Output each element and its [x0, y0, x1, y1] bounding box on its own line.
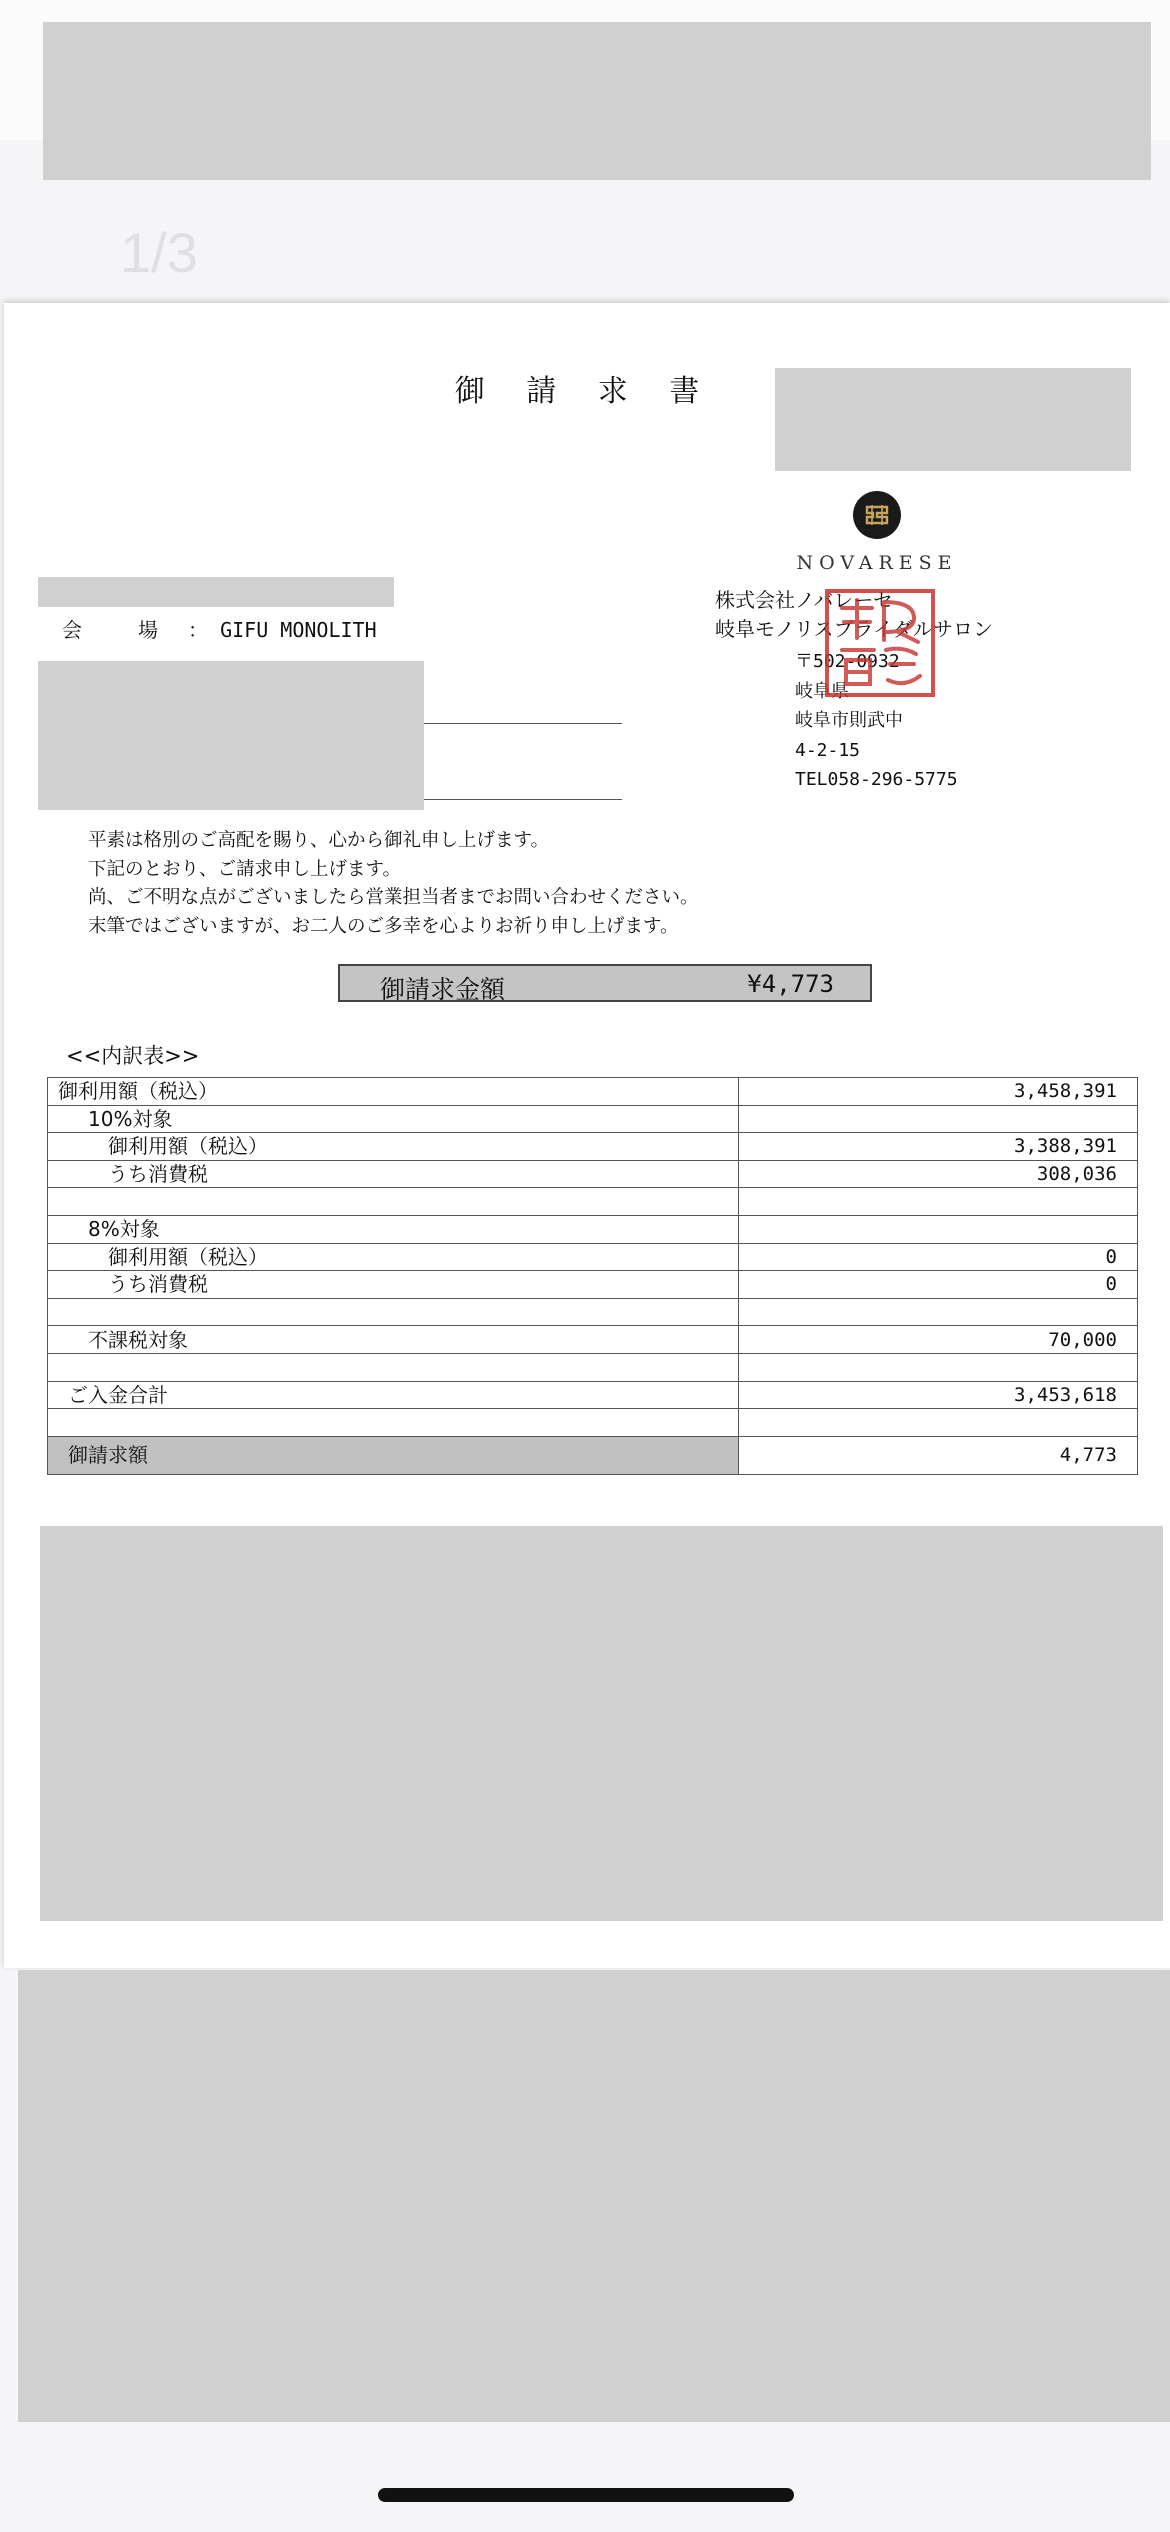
breakdown-value: [739, 1298, 1138, 1326]
name-underline-1: [424, 723, 622, 724]
billing-total-label: 御請求金額: [380, 975, 506, 1004]
greeting-line-2: 下記のとおり、ご請求申し上げます。: [88, 858, 402, 880]
greeting-line-3: 尚、ご不明な点がございましたら営業担当者までお問い合わせください。: [88, 887, 699, 908]
breakdown-value: [739, 1215, 1138, 1243]
breakdown-value: 3,458,391: [739, 1078, 1138, 1106]
breakdown-label: 御利用額（税込）: [48, 1243, 739, 1271]
greeting-line-4: 末筆ではございますが、お二人のご多幸を心よりお祈り申し上げます。: [88, 915, 679, 937]
venue-name: GIFU MONOLITH: [220, 618, 377, 642]
breakdown-label: 御利用額（税込）: [48, 1078, 739, 1106]
breakdown-label: 不課税対象: [48, 1326, 739, 1354]
sender-street: 4-2-15: [795, 739, 861, 761]
breakdown-value: 308,036: [739, 1160, 1138, 1188]
breakdown-label: [48, 1409, 739, 1437]
breakdown-row: [48, 1160, 1138, 1188]
redacted-customer-id: [38, 577, 394, 607]
home-indicator[interactable]: [378, 2488, 794, 2502]
breakdown-value: [739, 1105, 1138, 1133]
breakdown-label: うち消費税: [48, 1271, 739, 1299]
sender-tel: TEL058-296-5775: [795, 769, 958, 790]
billing-total-box: [338, 964, 872, 1002]
breakdown-value: 0: [739, 1271, 1138, 1299]
breakdown-value: 4,773: [739, 1436, 1138, 1474]
breakdown-row: [48, 1078, 1138, 1106]
redacted-header-block: [43, 22, 1151, 180]
breakdown-row: [48, 1353, 1138, 1381]
breakdown-label: [48, 1353, 739, 1381]
sender-city: 岐阜市則武中: [795, 710, 903, 731]
breakdown-value: [739, 1409, 1138, 1437]
greeting-text: [88, 827, 699, 941]
breakdown-value: 3,453,618: [739, 1381, 1138, 1409]
breakdown-title: <<内訳表>>: [66, 1044, 200, 1068]
sender-postal: 〒502-0932: [795, 651, 900, 672]
breakdown-label: うち消費税: [48, 1160, 739, 1188]
breakdown-value: [739, 1353, 1138, 1381]
redacted-next-page: [18, 1970, 1170, 2422]
venue-separator: ：: [188, 618, 209, 642]
venue-label: 会 場: [62, 618, 176, 642]
breakdown-row: [48, 1409, 1138, 1437]
sender-prefecture: 岐阜県: [795, 680, 849, 702]
redacted-date-block: [775, 368, 1131, 471]
breakdown-label: 10%対象: [48, 1105, 739, 1133]
breakdown-row: [48, 1215, 1138, 1243]
page-indicator: 1/3: [120, 221, 198, 284]
breakdown-row: [48, 1271, 1138, 1299]
redacted-customer-name: [38, 661, 424, 810]
document-title: 御 請 求 書: [454, 374, 716, 409]
breakdown-value: [739, 1188, 1138, 1216]
breakdown-row: [48, 1326, 1138, 1354]
breakdown-label: 御請求額: [48, 1436, 739, 1474]
breakdown-label: [48, 1298, 739, 1326]
name-underline-2: [424, 799, 622, 800]
breakdown-row: [48, 1105, 1138, 1133]
breakdown-row: [48, 1133, 1138, 1161]
breakdown-row: [48, 1436, 1138, 1474]
breakdown-row: [48, 1381, 1138, 1409]
brand-name: NOVARESE: [796, 552, 958, 574]
novarese-logo-icon: [853, 491, 901, 539]
redacted-notes-block: [40, 1526, 1163, 1921]
company-seal-stamp: [824, 588, 936, 698]
greeting-line-1: 平素は格別のご高配を賜り、心から御礼申し上げます。: [88, 830, 550, 851]
breakdown-label: [48, 1188, 739, 1216]
breakdown-label: 8%対象: [48, 1215, 739, 1243]
breakdown-label: ご入金合計: [48, 1381, 739, 1409]
breakdown-value: 70,000: [739, 1326, 1138, 1354]
billing-total-value: ¥4,773: [747, 970, 834, 998]
sender-branch: 岐阜モノリスブライダルサロン: [715, 617, 993, 641]
breakdown-row: [48, 1298, 1138, 1326]
breakdown-value: 0: [739, 1243, 1138, 1271]
breakdown-table: [47, 1077, 1138, 1475]
venue-line: [62, 614, 377, 643]
sender-company: 株式会社ノバレーセ: [715, 588, 893, 612]
breakdown-value: 3,388,391: [739, 1133, 1138, 1161]
breakdown-label: 御利用額（税込）: [48, 1133, 739, 1161]
breakdown-row: [48, 1188, 1138, 1216]
breakdown-row: [48, 1243, 1138, 1271]
